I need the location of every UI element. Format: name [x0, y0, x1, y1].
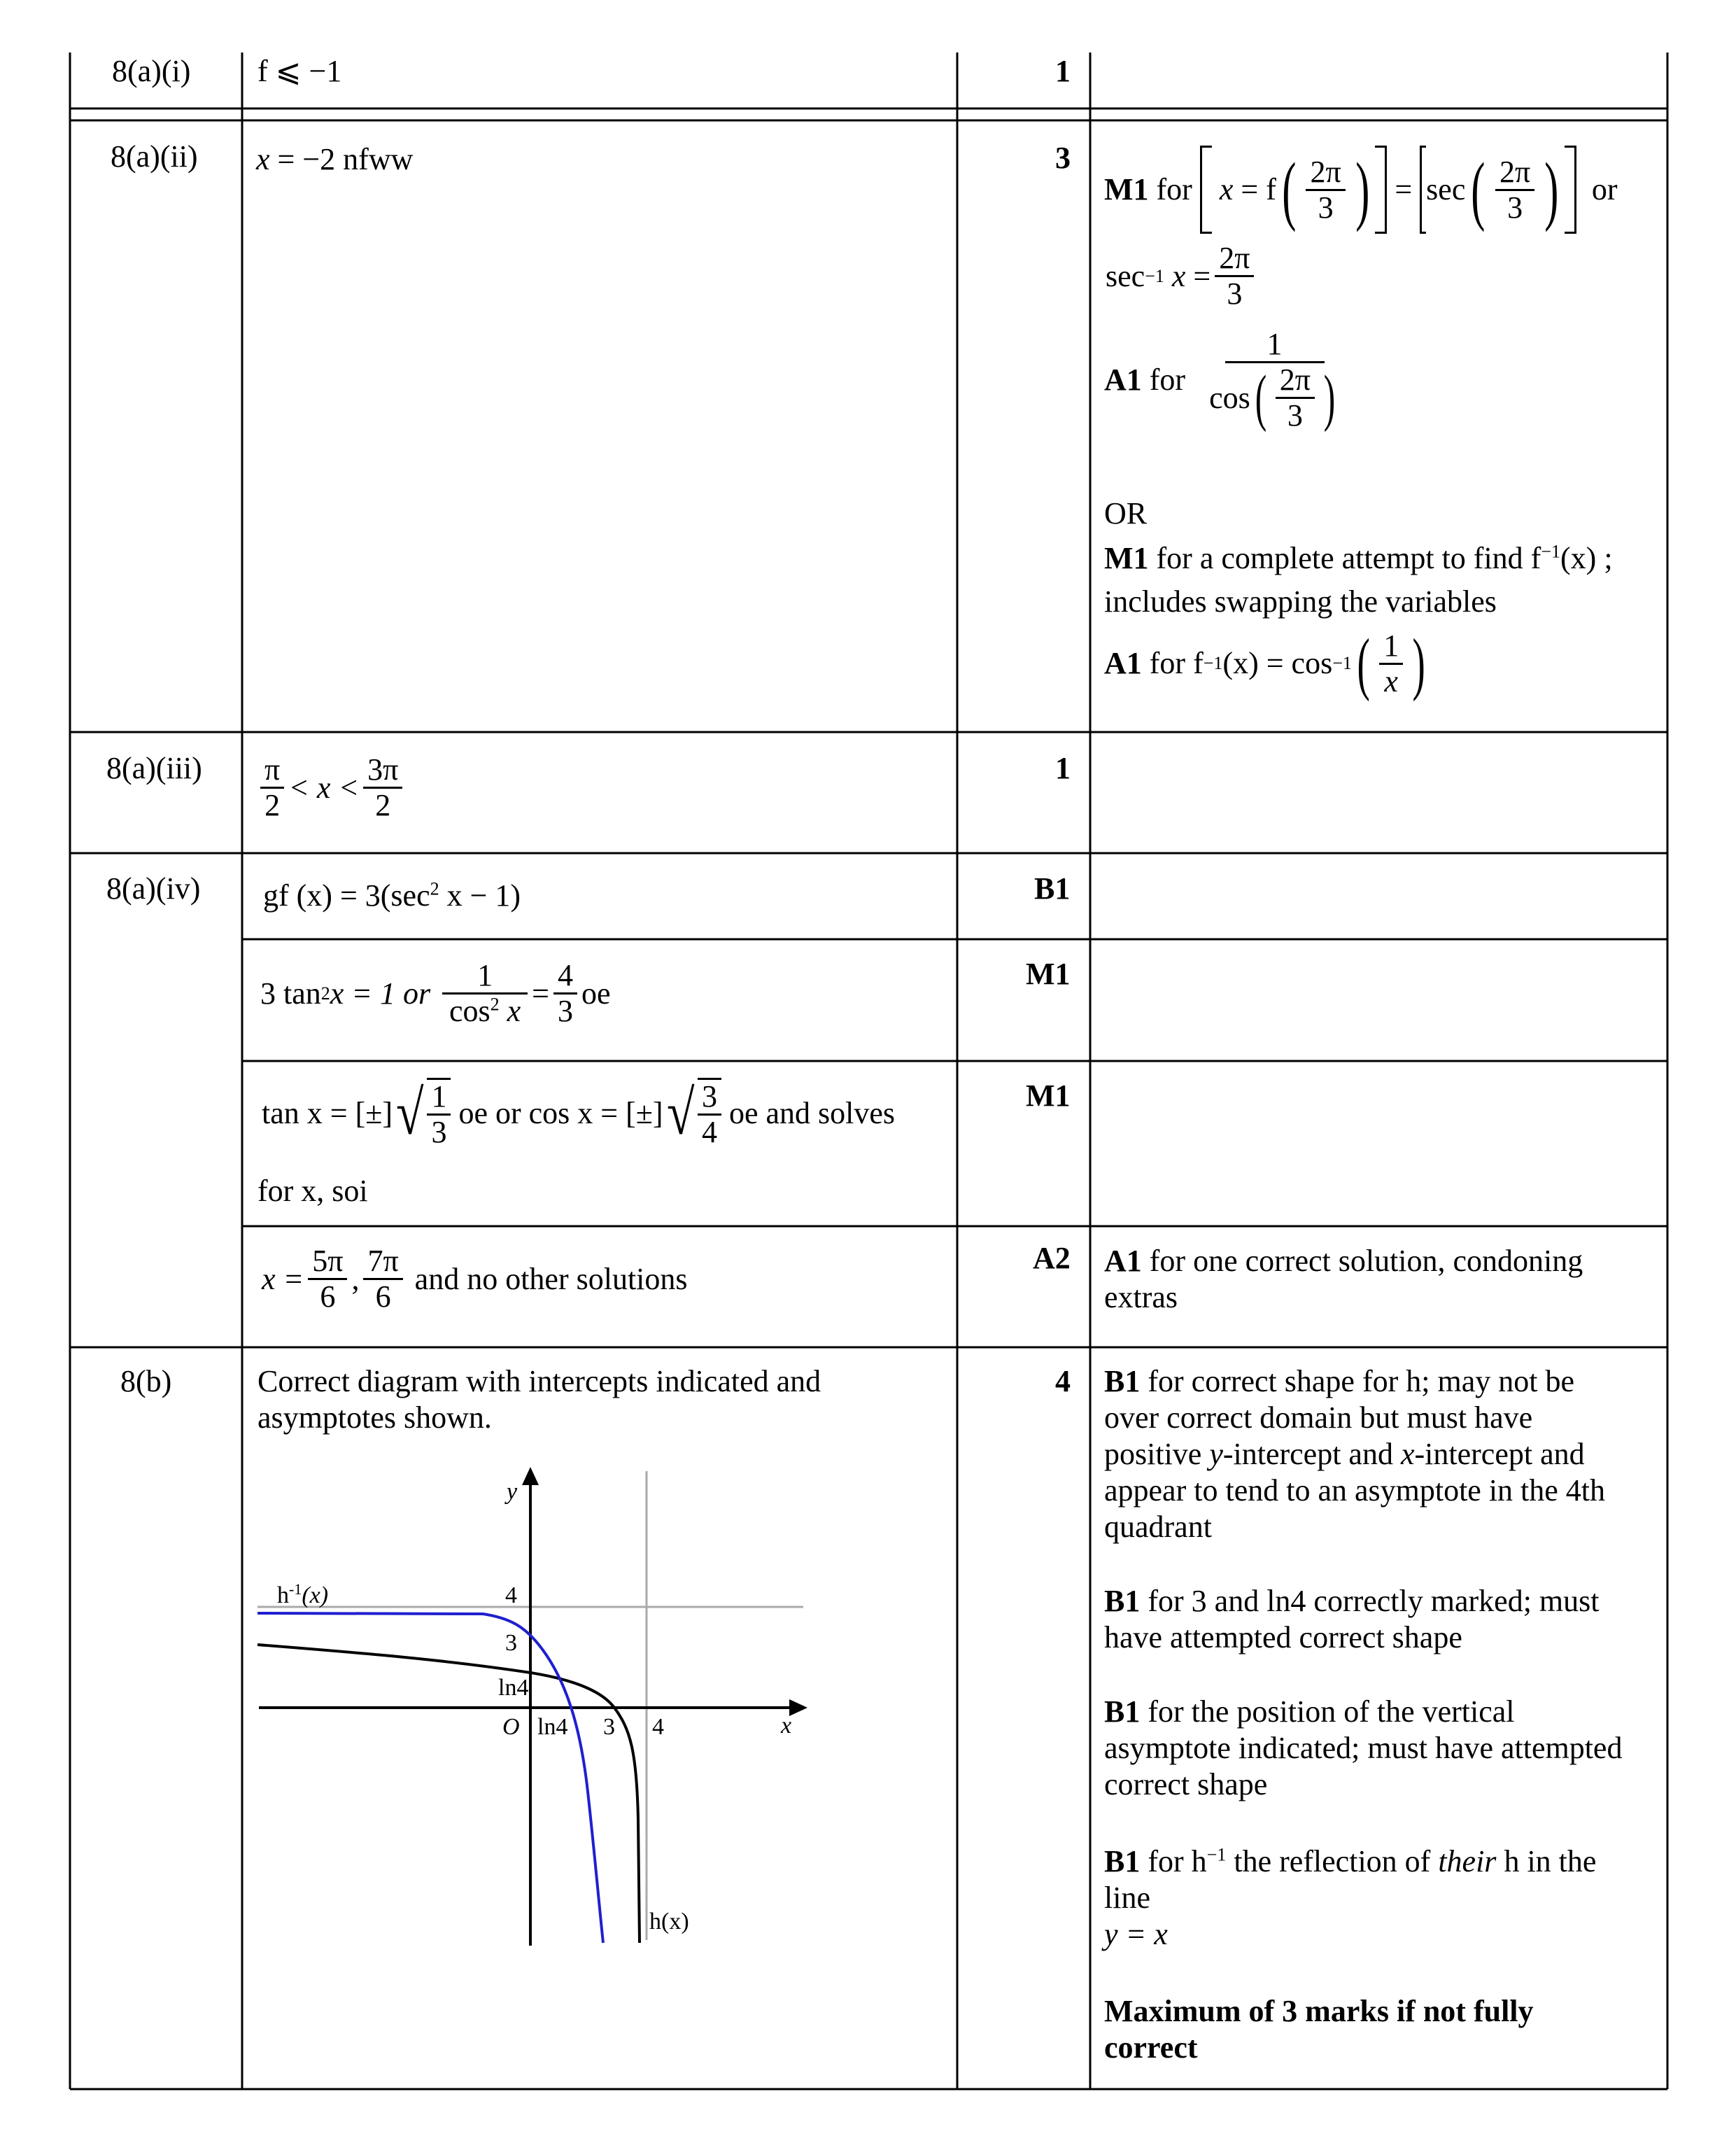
guidance-line: have attempted correct shape — [1104, 1620, 1462, 1654]
guidance-text: A1 for one correct solution, condoning — [1104, 1244, 1583, 1278]
marks: A2 — [1033, 1241, 1071, 1275]
answer-text: f ⩽ −1 — [257, 54, 342, 88]
marks: 1 — [1055, 54, 1071, 88]
guidance-maximum: Maximum of 3 marks if not fully — [1104, 1994, 1534, 2028]
guidance-line: correct shape — [1104, 1767, 1268, 1801]
answer-text: Correct diagram with intercepts indicated and — [257, 1364, 821, 1398]
h-inverse-curve — [257, 1613, 603, 1943]
guidance-line: y = x — [1104, 1917, 1168, 1951]
y-tick-ln4: ln4 — [498, 1675, 529, 1701]
guidance-m1-alt: M1 for a complete attempt to find $f^{-1}(x)$ ; — [1104, 541, 1613, 575]
question-number: 8(a)(ii) — [111, 139, 198, 174]
guidance-maximum-line2: correct — [1104, 2030, 1198, 2065]
marks: 3 — [1055, 141, 1071, 175]
question-number: 8(a)(i) — [112, 54, 191, 88]
answer-equation: 3 tan 2 x = 1 or $\frac{1}{\cos^2 x}$ = $\frac{4}{3}$ oe — [260, 958, 611, 1028]
guidance-b1-reflection: B1 for $h^{-1}$ the reflection of their h in the — [1104, 1844, 1597, 1878]
guidance-line: appear to tend to an asymptote in the 4th — [1104, 1473, 1606, 1508]
guidance-m1-formula: M1 for x = f ( $\frac{2\pi}{3}$ ) = sec ( $\frac{2\pi}{3}$ ) or — [1104, 147, 1618, 232]
marks: 1 — [1055, 751, 1071, 785]
x-tick-3: 3 — [603, 1714, 615, 1740]
h-curve — [257, 1645, 640, 1943]
guidance-b1-asymptote: B1 for the position of the vertical — [1104, 1694, 1515, 1729]
answer-inequality: $\frac{\pi}{2}$ < x < $\frac{3\pi}{2}$ — [256, 753, 407, 822]
marks: M1 — [1026, 1078, 1071, 1113]
h-inverse-label: $h^{-1}(x)$ — [277, 1580, 329, 1608]
y-axis-label: y — [507, 1479, 518, 1505]
guidance-a1-alt: A1 for f −1 (x) = cos −1 ( $\frac{1}{x}$ ) — [1104, 624, 1426, 702]
guidance-text-line2: extras — [1104, 1280, 1178, 1314]
x-axis-arrow — [789, 1699, 807, 1716]
origin-label: O — [502, 1714, 520, 1740]
guidance-b1-intercepts: B1 for 3 and ln4 correctly marked; must — [1104, 1584, 1600, 1618]
guidance-sec-inverse: sec −1 x = $\frac{2\pi}{3}$ — [1106, 241, 1258, 311]
guidance-line: over correct domain but must have — [1104, 1400, 1533, 1435]
guidance-b1-shape: B1 for correct shape for h; may not be — [1104, 1364, 1574, 1398]
answer-solutions: x = $\frac{5\pi}{6}$ , $\frac{7\pi}{6}$ and no other solutions — [262, 1244, 688, 1314]
question-number: 8(a)(iii) — [106, 751, 202, 785]
marks: M1 — [1026, 957, 1071, 991]
answer-text: gf $(x) = 3(\sec^2$ x − 1) — [263, 878, 521, 913]
answer-equation: tan x = [±] √ $\frac{1}{3}$ oe or cos x = [±] √ $\frac{3}{4}$ oe and solves — [262, 1078, 896, 1149]
y-tick-3: 3 — [505, 1630, 517, 1656]
marks: B1 — [1034, 871, 1071, 906]
guidance-line: asymptote indicated; must have attempted — [1104, 1731, 1623, 1765]
x-tick-4: 4 — [652, 1714, 664, 1740]
marks: 4 — [1055, 1364, 1071, 1398]
question-number: 8(b) — [120, 1364, 172, 1398]
guidance-line: quadrant — [1104, 1510, 1212, 1544]
x-tick-ln4: ln4 — [537, 1714, 568, 1740]
guidance-m1-alt-line2: includes swapping the variables — [1104, 584, 1497, 619]
y-axis-arrow — [522, 1467, 539, 1485]
guidance-or: OR — [1104, 496, 1148, 531]
answer-text: x = −2 nfww — [256, 142, 414, 176]
guidance-line: line — [1104, 1881, 1150, 1915]
y-tick-4: 4 — [505, 1582, 517, 1608]
x-axis-label: x — [781, 1713, 792, 1738]
guidance-a1-formula: A1 for 1 cos ( $\frac{2\pi}{3}$ ) — [1104, 327, 1336, 433]
answer-line2: for x, soi — [257, 1174, 368, 1208]
guidance-line: positive y-intercept and x-intercept and — [1104, 1437, 1585, 1471]
h-label: h(x) — [649, 1909, 689, 1934]
answer-text-line2: asymptotes shown. — [257, 1400, 492, 1435]
question-number: 8(a)(iv) — [106, 871, 201, 906]
